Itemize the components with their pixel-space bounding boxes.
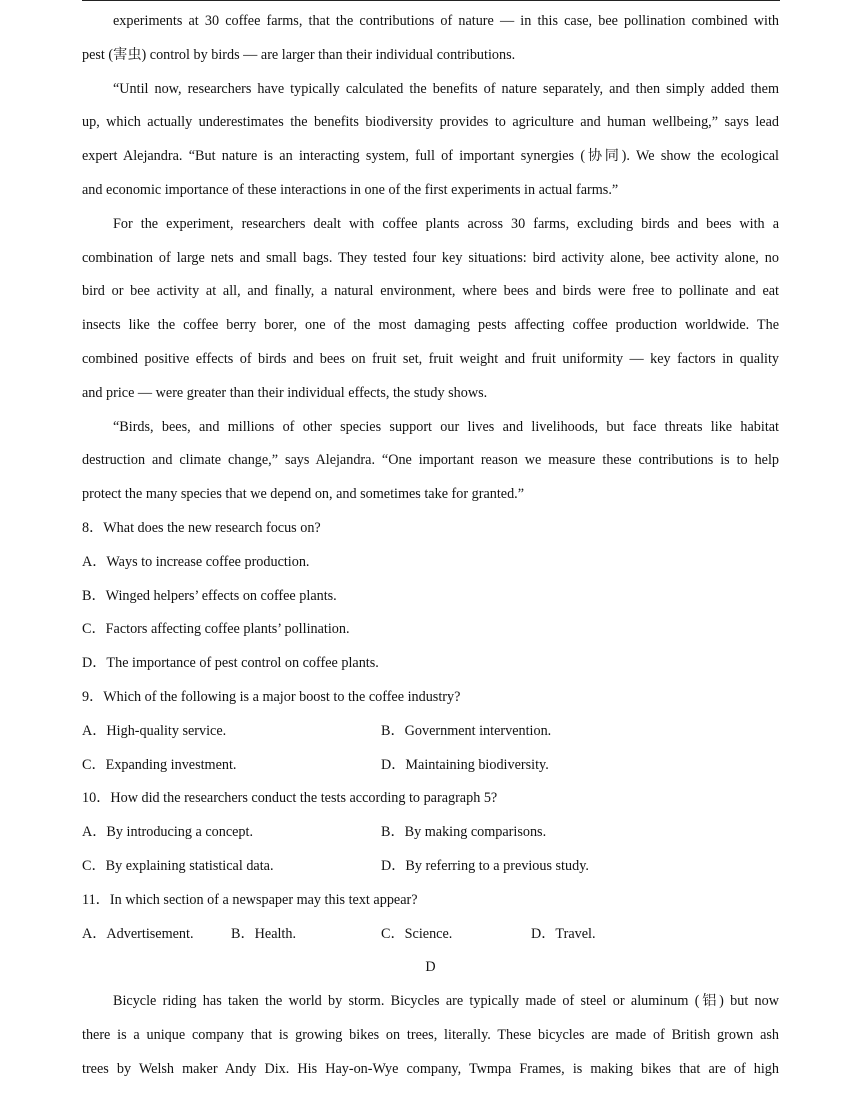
text-line: experiments at 30 coffee farms, that the contributions of nature — in this case, bee pollination combined with [113, 13, 779, 29]
text-line: Bicycle riding has taken the world by storm. Bicycles are typically made of steel or aluminum (铝) but now [113, 993, 779, 1010]
text-line: and economic importance of these interactions in one of the first experiments in actual farms.” [82, 181, 619, 198]
text-line: expert Alejandra. “But nature is an interacting system, full of important synergies (协同). We show the ecological [82, 148, 779, 165]
options-row [82, 816, 779, 850]
question-10 [82, 782, 779, 883]
option-b: B．Government intervention. [381, 722, 552, 739]
question-stem: 10．How did the researchers conduct the tests according to paragraph 5? [82, 790, 498, 807]
text-line: For the experiment, researchers dealt with coffee plants across 30 farms, excluding birds and bees with a [113, 215, 779, 232]
option-d: D．Maintaining biodiversity. [381, 756, 549, 773]
paragraph-c1 [82, 5, 779, 73]
text-line: pest (害虫) control by birds — are larger than their individual contributions. [82, 46, 516, 63]
text-line: combination of large nets and small bags. They tested four key situations: bird activity alone, bee activity alone, no [82, 249, 779, 266]
paragraph-d1 [82, 985, 779, 1086]
paragraph-c4 [82, 411, 779, 512]
option-b: B．Health. [231, 925, 297, 942]
options-row [82, 749, 779, 783]
option-c: C．Factors affecting coffee plants’ pollination. [82, 621, 350, 638]
question-8 [82, 512, 779, 681]
question-stem: 11．In which section of a newspaper may this text appear? [82, 891, 418, 908]
options-row [82, 850, 779, 884]
option-c: C．Science. [381, 925, 453, 942]
option-b: B．Winged helpers’ effects on coffee plants. [82, 587, 337, 604]
option-a: A．By introducing a concept. [82, 824, 253, 841]
text-line: combined positive effects of birds and bees on fruit set, fruit weight and fruit uniformity — key factors in quality [82, 350, 779, 367]
text-line: up, which actually underestimates the benefits biodiversity provides to agriculture and human wellbeing,” says lead [82, 114, 779, 131]
question-9 [82, 681, 779, 782]
paragraph-c2 [82, 73, 779, 208]
option-a: A．Ways to increase coffee production. [82, 553, 310, 570]
option-b: B．By making comparisons. [381, 824, 547, 841]
option-c: C．Expanding investment. [82, 756, 237, 773]
text-line: trees by Welsh maker Andy Dix. His Hay-on-Wye company, Twmpa Frames, is making bikes that are of high [82, 1060, 779, 1077]
options-row [82, 715, 779, 749]
text-line: “Until now, researchers have typically calculated the benefits of nature separately, and then simply added them [113, 80, 779, 97]
text-line: destruction and climate change,” says Alejandra. “One important reason we measure these contributions is to help [82, 452, 779, 469]
option-d: D．The importance of pest control on coffee plants. [82, 655, 379, 672]
option-c: C．By explaining statistical data. [82, 857, 274, 874]
text-line: bird or bee activity at all, and finally, a natural environment, where bees and birds were free to pollinate and eat [82, 283, 779, 300]
text-line: “Birds, bees, and millions of other species support our lives and livelihoods, but face threats like habitat [113, 418, 779, 435]
top-rule [82, 0, 780, 1]
question-stem: 8．What does the new research focus on? [82, 519, 321, 536]
section-heading: D [425, 959, 436, 976]
text-line: there is a unique company that is growing bikes on trees, literally. These bicycles are made of British grown ash [82, 1026, 779, 1043]
paragraph-c3 [82, 208, 779, 411]
option-a: A．High-quality service. [82, 722, 227, 739]
options-row [82, 918, 779, 952]
document-page [82, 5, 779, 1087]
option-a: A．Advertisement. [82, 925, 194, 942]
text-line: insects like the coffee berry borer, one of the most damaging pests affecting coffee production worldwide. The [82, 317, 779, 334]
question-11 [82, 884, 779, 952]
text-line: protect the many species that we depend on, and sometimes take for granted.” [82, 486, 525, 503]
text-line: and price — were greater than their individual effects, the study shows. [82, 384, 488, 401]
option-d: D．Travel. [531, 925, 596, 942]
question-stem: 9．Which of the following is a major boost to the coffee industry? [82, 688, 461, 705]
option-d: D．By referring to a previous study. [381, 857, 589, 874]
